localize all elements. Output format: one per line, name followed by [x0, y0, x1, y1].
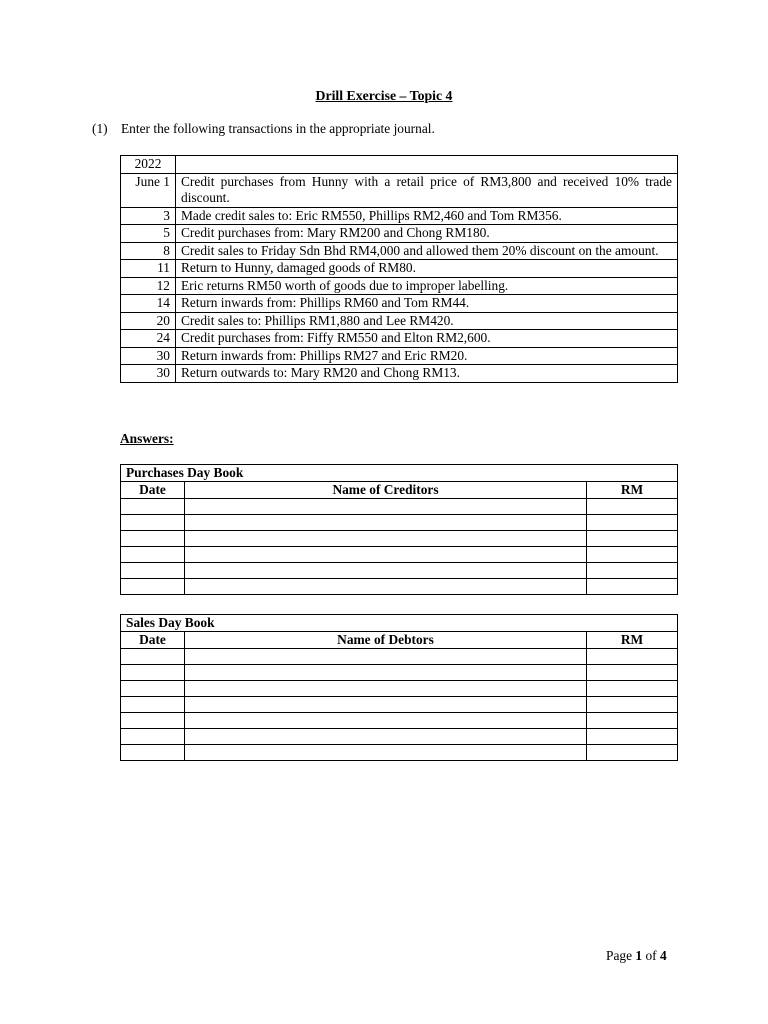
name-cell[interactable] — [185, 697, 587, 713]
book-title-row — [121, 615, 678, 632]
transaction-row — [121, 330, 678, 348]
rm-cell[interactable] — [587, 563, 678, 579]
answers-heading: Answers: — [120, 431, 174, 446]
date-cell[interactable] — [121, 713, 185, 729]
year-row — [121, 156, 678, 174]
transaction-description: Return to Hunny, damaged goods of RM80. — [176, 260, 678, 278]
book-entry-row — [121, 499, 678, 515]
book-entry-row — [121, 547, 678, 563]
book-entry-row — [121, 531, 678, 547]
rm-cell[interactable] — [587, 745, 678, 761]
transaction-description: Credit purchases from: Fiffy RM550 and Elton RM2,600. — [176, 330, 678, 348]
book-title-row — [121, 465, 678, 482]
book-entry-row — [121, 713, 678, 729]
transaction-description: Credit sales to Friday Sdn Bhd RM4,000 and allowed them 20% discount on the amount. — [176, 242, 678, 260]
transaction-description: Credit purchases from: Mary RM200 and Chong RM180. — [176, 225, 678, 243]
name-cell[interactable] — [185, 531, 587, 547]
date-cell[interactable] — [121, 745, 185, 761]
rm-header: RM — [587, 632, 678, 649]
date-cell[interactable] — [121, 697, 185, 713]
transaction-row — [121, 260, 678, 278]
date-cell[interactable] — [121, 515, 185, 531]
rm-cell[interactable] — [587, 579, 678, 595]
name-cell[interactable] — [185, 563, 587, 579]
rm-cell[interactable] — [587, 649, 678, 665]
purchases-day-book — [120, 464, 678, 595]
transaction-row — [121, 173, 678, 207]
book-header-row — [121, 482, 678, 499]
rm-cell[interactable] — [587, 713, 678, 729]
page-total: 4 — [659, 948, 667, 963]
name-cell[interactable] — [185, 681, 587, 697]
transaction-row — [121, 295, 678, 313]
transaction-date: 14 — [121, 295, 176, 313]
date-cell[interactable] — [121, 681, 185, 697]
name-cell[interactable] — [185, 515, 587, 531]
rm-cell[interactable] — [587, 665, 678, 681]
transaction-date: 8 — [121, 242, 176, 260]
rm-cell[interactable] — [587, 515, 678, 531]
transaction-description: Eric returns RM50 worth of goods due to improper labelling. — [176, 277, 678, 295]
date-cell[interactable] — [121, 547, 185, 563]
rm-header: RM — [587, 482, 678, 499]
instruction-text: Enter the following transactions in the appropriate journal. — [121, 121, 435, 136]
name-cell[interactable] — [185, 499, 587, 515]
rm-cell[interactable] — [587, 499, 678, 515]
sales-day-book — [120, 614, 678, 761]
book-entry-row — [121, 563, 678, 579]
sales-book-title: Sales Day Book — [121, 615, 678, 632]
rm-cell[interactable] — [587, 547, 678, 563]
transaction-date: 11 — [121, 260, 176, 278]
purchases-book-title: Purchases Day Book — [121, 465, 678, 482]
transaction-description: Return outwards to: Mary RM20 and Chong RM13. — [176, 365, 678, 383]
transaction-date: June 1 — [121, 173, 176, 207]
instruction-number: (1) — [92, 121, 108, 136]
page-of: of — [645, 948, 657, 963]
document-title: Drill Exercise – Topic 4 — [315, 88, 453, 103]
book-entry-row — [121, 681, 678, 697]
name-cell[interactable] — [185, 649, 587, 665]
book-entry-row — [121, 579, 678, 595]
transaction-date: 12 — [121, 277, 176, 295]
year-desc-cell — [176, 156, 678, 174]
transaction-description: Credit sales to: Phillips RM1,880 and Lee RM420. — [176, 312, 678, 330]
book-header-row — [121, 632, 678, 649]
debtors-header: Name of Debtors — [185, 632, 587, 649]
transaction-date: 30 — [121, 347, 176, 365]
name-cell[interactable] — [185, 579, 587, 595]
book-entry-row — [121, 697, 678, 713]
date-cell[interactable] — [121, 531, 185, 547]
date-cell[interactable] — [121, 665, 185, 681]
transaction-description: Made credit sales to: Eric RM550, Phillips RM2,460 and Tom RM356. — [176, 207, 678, 225]
page-prefix: Page — [606, 948, 633, 963]
name-cell[interactable] — [185, 729, 587, 745]
transactions-table — [120, 155, 678, 383]
date-cell[interactable] — [121, 649, 185, 665]
page-number — [606, 948, 667, 964]
rm-cell[interactable] — [587, 681, 678, 697]
date-header: Date — [121, 482, 185, 499]
rm-cell[interactable] — [587, 531, 678, 547]
transaction-row — [121, 225, 678, 243]
transaction-date: 30 — [121, 365, 176, 383]
name-cell[interactable] — [185, 713, 587, 729]
transaction-description: Credit purchases from Hunny with a retail price of RM3,800 and received 10% trade discount. — [176, 173, 678, 207]
transaction-date: 20 — [121, 312, 176, 330]
name-cell[interactable] — [185, 547, 587, 563]
date-cell[interactable] — [121, 563, 185, 579]
rm-cell[interactable] — [587, 729, 678, 745]
date-cell[interactable] — [121, 579, 185, 595]
name-cell[interactable] — [185, 745, 587, 761]
year-cell: 2022 — [121, 156, 176, 174]
name-cell[interactable] — [185, 665, 587, 681]
book-entry-row — [121, 515, 678, 531]
transaction-description: Return inwards from: Phillips RM60 and Tom RM44. — [176, 295, 678, 313]
page-current: 1 — [635, 948, 643, 963]
book-entry-row — [121, 729, 678, 745]
date-header: Date — [121, 632, 185, 649]
transaction-row — [121, 242, 678, 260]
date-cell[interactable] — [121, 499, 185, 515]
book-entry-row — [121, 745, 678, 761]
book-entry-row — [121, 649, 678, 665]
transaction-description: Return inwards from: Phillips RM27 and Eric RM20. — [176, 347, 678, 365]
transaction-row — [121, 347, 678, 365]
instruction — [92, 121, 435, 137]
transaction-row — [121, 365, 678, 383]
transaction-date: 3 — [121, 207, 176, 225]
transaction-row — [121, 312, 678, 330]
date-cell[interactable] — [121, 729, 185, 745]
transaction-row — [121, 277, 678, 295]
transaction-row — [121, 207, 678, 225]
transaction-date: 24 — [121, 330, 176, 348]
transaction-date: 5 — [121, 225, 176, 243]
creditors-header: Name of Creditors — [185, 482, 587, 499]
rm-cell[interactable] — [587, 697, 678, 713]
book-entry-row — [121, 665, 678, 681]
